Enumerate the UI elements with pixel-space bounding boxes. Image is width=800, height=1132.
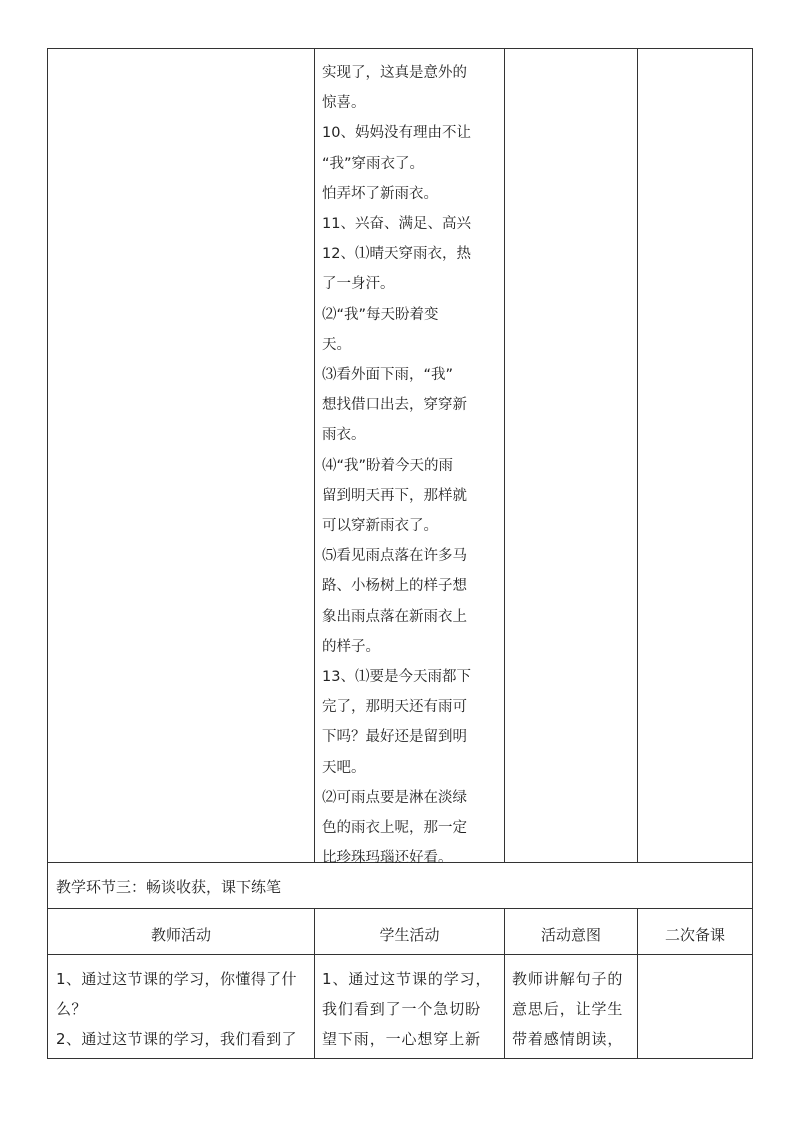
row-divider-2 [47, 908, 753, 909]
student-line: 我们看到了一个急切盼 [322, 1000, 482, 1018]
table-left-border [47, 48, 48, 1059]
student-line: 下吗？最好还是留到明 [322, 729, 467, 746]
column-divider-1-top [314, 48, 315, 863]
section-title: 教学环节三：畅谈收获，课下练笔 [56, 878, 282, 896]
student-line: 11、兴奋、满足、高兴 [322, 216, 471, 233]
student-line: 的样子。 [322, 638, 380, 655]
student-line: 色的雨衣上呢，那一定 [322, 820, 467, 837]
student-line: ⑵“我”每天盼着变 [322, 306, 439, 323]
student-activity-cell [322, 964, 502, 1054]
table-top-border [47, 48, 753, 49]
activity-intent-cell [512, 964, 636, 1054]
intent-line: 意思后，让学生 [512, 1000, 624, 1018]
column-divider-3-top [637, 48, 638, 863]
student-line: 12、⑴晴天穿雨衣，热 [322, 246, 471, 263]
student-line: 天。 [322, 336, 351, 353]
student-line: 1、通过这节课的学习， [322, 970, 492, 988]
student-line: 留到明天再下，那样就 [322, 487, 467, 504]
student-line: 完了，那明天还有雨可 [322, 699, 467, 716]
table-bottom-border [47, 1058, 753, 1059]
student-line: ⑶看外面下雨，“我” [322, 367, 454, 384]
student-line: 天吧。 [322, 759, 366, 776]
table-right-border [752, 48, 753, 1059]
teacher-line: 1、通过这节课的学习，你懂得了什 [56, 970, 297, 988]
continued-student-activity-cell [322, 58, 500, 873]
student-line: “我”穿雨衣了。 [322, 155, 425, 172]
student-line: ⑷“我”盼着今天的雨 [322, 457, 454, 474]
student-line: 想找借口出去，穿穿新 [322, 397, 467, 414]
student-line: ⑵可雨点要是淋在淡绿 [322, 789, 467, 806]
column-divider-2-top [504, 48, 505, 863]
student-line: 13、⑴要是今天雨都下 [322, 669, 471, 686]
teacher-line: 么？ [56, 1000, 87, 1018]
teacher-activity-cell [56, 964, 312, 1054]
student-line: 了一身汗。 [322, 276, 395, 293]
student-line: 可以穿新雨衣了。 [322, 518, 438, 535]
student-line: 怕弄坏了新雨衣。 [322, 185, 438, 202]
student-line: ⑸看见雨点落在许多马 [322, 548, 467, 565]
intent-line: 带着感情朗读， [512, 1030, 624, 1048]
header-teacher-activity: 教师活动 [150, 926, 211, 944]
student-line: 10、妈妈没有理由不让 [322, 125, 471, 142]
header-activity-intent: 活动意图 [540, 926, 601, 944]
student-line: 比珍珠玛瑙还好看。 [322, 850, 453, 867]
student-line: 惊喜。 [322, 95, 366, 112]
student-line: 雨衣。 [322, 427, 366, 444]
student-line: 路、小杨树上的样子想 [322, 578, 467, 595]
student-line: 望下雨，一心想穿上新 [322, 1030, 482, 1048]
header-secondary-prep: 二次备课 [664, 926, 725, 944]
student-line: 实现了，这真是意外的 [322, 65, 467, 81]
teacher-line: 2、通过这节课的学习，我们看到了 [56, 1030, 297, 1048]
row-divider-3 [47, 954, 753, 955]
header-student-activity: 学生活动 [379, 926, 440, 944]
student-line: 象出雨点落在新雨衣上 [322, 608, 467, 625]
intent-line: 教师讲解句子的 [512, 970, 624, 988]
